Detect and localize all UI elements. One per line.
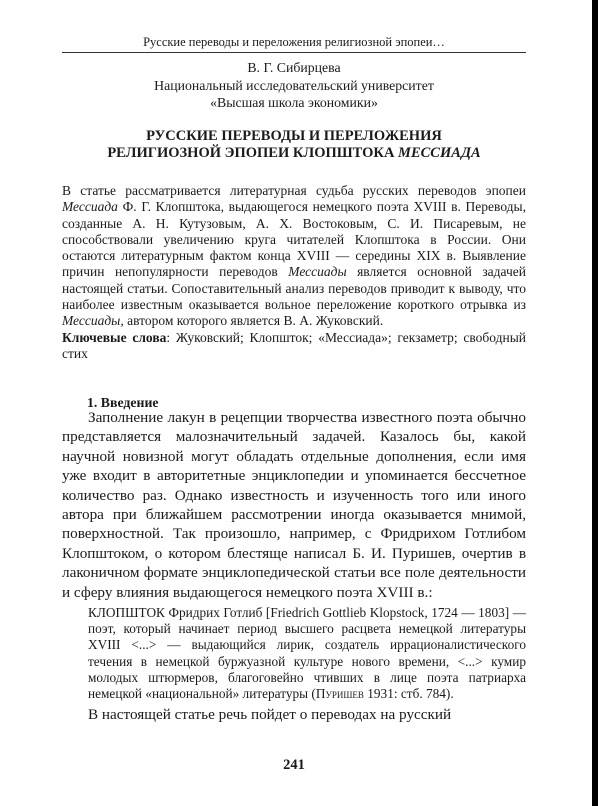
- quote-reference-author: Пуришев: [315, 686, 364, 702]
- header-rule: [62, 52, 526, 53]
- title-line-1: РУССКИЕ ПЕРЕВОДЫ И ПЕРЕЛОЖЕНИЯ: [146, 128, 442, 144]
- abstract-text: [62, 183, 526, 330]
- abstract-italic-1: Мессиада: [62, 199, 118, 215]
- abstract-part-2: Ф. Г. Клопштока, выдающегося немецкого поэта XVIII в. Переводы, созданные А. Н. Кутузовым, А. Х. Востоковым, С. И. Писаревым, не способствовали увеличению круга читателей Клопштока в России. Они остаются литературным фактом конца XVIII — середины XIX в. Выявление причин непопулярности переводов: [62, 199, 526, 280]
- abstract: [62, 183, 526, 362]
- title-line-2: [62, 145, 526, 162]
- article-title: [62, 128, 526, 162]
- abstract-part-1: В статье рассматривается литературная судьба русских переводов эпопеи: [62, 183, 526, 198]
- affiliation-line-1: Национальный исследовательский университет: [154, 77, 434, 93]
- running-head: Русские переводы и переложения религиозной эпопеи…: [143, 35, 445, 49]
- abstract-part-3: является основной задачей настоящей статьи. Сопоставительный анализ переводов приводит к выводу, что наиболее известным оказывается вольное переложение короткого отрывка из: [62, 264, 527, 313]
- body-paragraph-1: Заполнение лакун в рецепции творчества известного поэта обычно представляется малозначительный задачей. Казалось бы, какой научной новизной могут обладать отдельные дополнения, если имя уже входит в авторитетные энциклопедии и упоминается бессчетное количество раз. Однако известность и изученность того или иного автора при ближайшем рассмотрении иногда оказывается мнимой, поверхностной. Так произошло, например, с Фридрихом Готлибом Клопштоком, о котором блестяще написал Б. И. Пуришев, очертив в лаконичном формате энциклопедической статьи все поле деятельности и сферу влияния выдающегося немецкого поэта XVIII в.:: [62, 409, 526, 601]
- title-line-2-text: РЕЛИГИОЗНОЙ ЭПОПЕИ КЛОПШТОКА: [107, 145, 399, 161]
- keywords-label: Ключевые слова: [62, 329, 167, 345]
- body-paragraph-2: В настоящей статье речь пойдет о переводах на русский: [88, 706, 452, 724]
- author-name: В. Г. Сибирцева: [247, 60, 341, 75]
- page-number: 241: [283, 757, 305, 773]
- affiliation-line-2: «Высшая школа экономики»: [210, 95, 378, 110]
- keywords-text: : Жуковский; Клопшток; «Мессиада»; гекзаметр; свободный стих: [62, 329, 526, 361]
- keywords: [62, 330, 526, 363]
- scan-edge: [592, 0, 598, 806]
- section-heading: 1. Введение: [87, 395, 159, 410]
- abstract-italic-2: Мессиады: [288, 264, 347, 280]
- author-block: [62, 59, 526, 112]
- title-line-2-italic: МЕССИАДА: [398, 145, 481, 161]
- quote-reference-tail: 1931: стб. 784).: [363, 686, 454, 702]
- abstract-italic-3: Мессиады: [62, 313, 121, 329]
- block-quote: [88, 605, 526, 702]
- body-text: [62, 408, 526, 725]
- abstract-part-4: , автором которого является В. А. Жуковский.: [120, 313, 384, 329]
- quote-text: КЛОПШТОК Фридрих Готлиб [Friedrich Gottlieb Klopstock, 1724 — 1803] — поэт, который начинает период высшего расцвета немецкой литературы XVIII <...> — выдающийся лирик, создатель иррационалистического течения в немецкой буржуазной культуре нового времени, <...> кумир молодых штюрмеров, благоговейно чтивших в лице поэта патриарха немецкой «национальной» литературы (: [88, 605, 526, 702]
